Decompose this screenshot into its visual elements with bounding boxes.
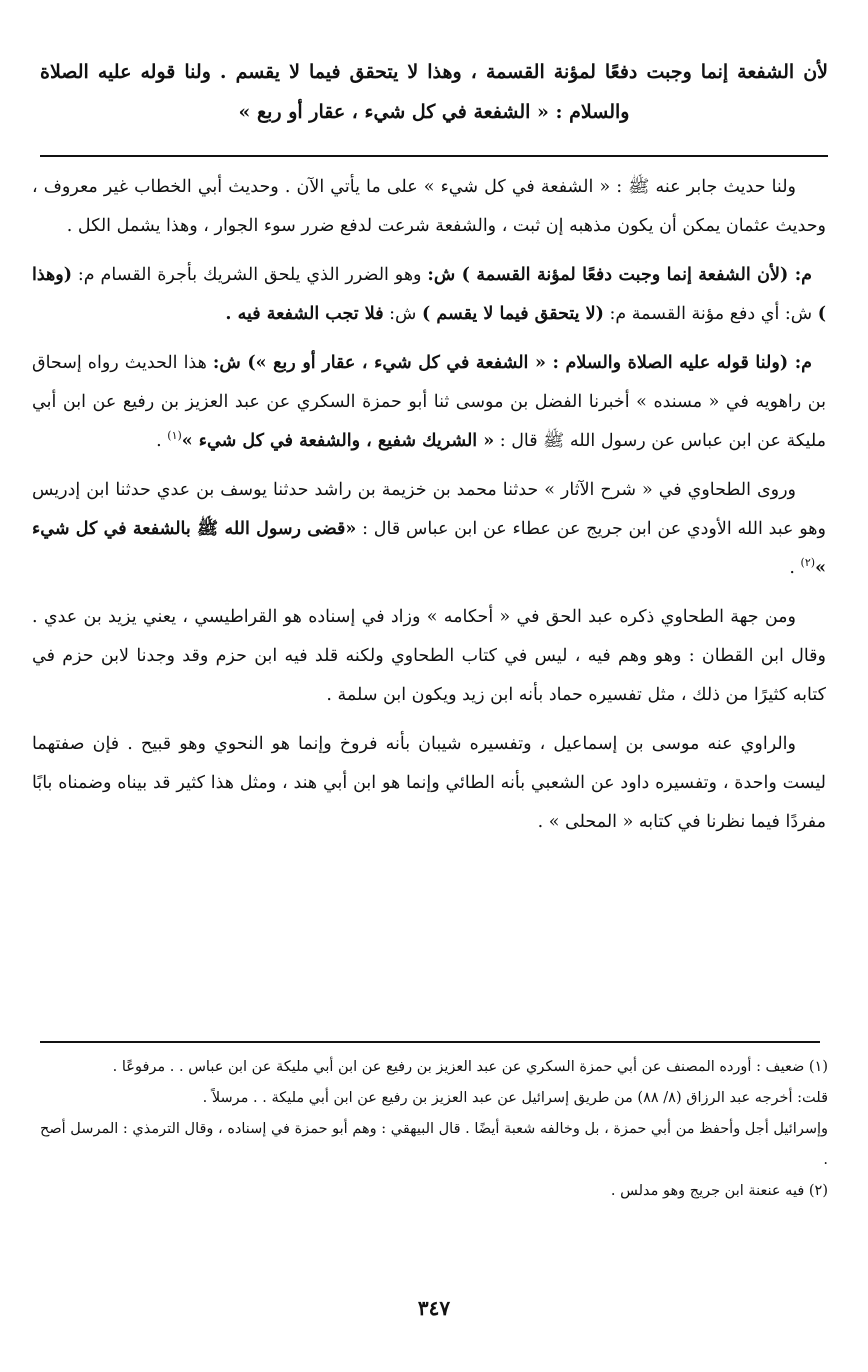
quoted-matn: (لا يتحقق فيما لا يقسم ) — [421, 304, 604, 324]
commentary-paragraph-4 — [32, 471, 826, 588]
footnotes-block — [40, 1052, 828, 1207]
hadith-quote: « الشريك شفيع ، والشفعة في كل شيء » — [181, 431, 495, 451]
commentary-emphasis: فلا تجب الشفعة فيه . — [225, 304, 384, 324]
commentary-text: . — [789, 558, 801, 578]
footnote-2: (٢) فيه عنعنة ابن جريج وهو مدلس . — [610, 1183, 828, 1199]
page-number: ٣٤٧ — [417, 1296, 451, 1320]
commentary-paragraph-1: ولنا حديث جابر عنه ﷺ : « الشفعة في كل شيء » على ما يأتي الآن . وحديث أبي الخطاب غير معروف ، وحديث عثمان يمكن أن يكون مذهبه إن ثبت ، والشفعة شرعت لدفع ضرر سوء الجوار ، وهذا يشمل الكل . — [32, 177, 826, 236]
quoted-matn-lead: م: (لأن الشفعة إنما وجبت دفعًا لمؤنة القسمة ) ش: — [427, 265, 812, 285]
commentary-paragraph-6: والراوي عنه موسى بن إسماعيل ، وتفسيره شيبان بأنه فروخ وإنما هو النحوي وهو قبيح . فإن صفتهما ليست واحدة ، وتفسيره داود عن الشعبي بأنه الطائي وإنما هو ابن أبي هند ، ومثل هذا كثير قد بيناه وضمناه بابًا مفردًا فيما نظرنا في كتابه « المحلى » . — [32, 734, 826, 832]
commentary-paragraph-5: ومن جهة الطحاوي ذكره عبد الحق في « أحكامه » وزاد في إسناده هو القراطيسي ، يعني يزيد بن عدي . وقال ابن القطان : وهو وهم فيه ، ليس في كتاب الطحاوي ولكنه قلد فيه ابن حزم وقد وجدنا لابن حزم في كتابه كثيرًا من ذلك ، مثل تفسيره حماد بأنه ابن زيد ويكون ابن سلمة . — [32, 607, 826, 705]
footnote-1-continued: قلت: أخرجه عبد الرزاق (٨/ ٨٨) من طريق إسرائيل عن عبد العزيز بن رفيع عن ابن أبي مليكة . . مرسلاً . — [202, 1090, 828, 1106]
commentary-text: وروى الطحاوي في « شرح الآثار » حدثنا محمد بن خزيمة بن راشد حدثنا يوسف بن عدي حدثنا ابن إدريس وهو عبد الله الأودي عن ابن جريج عن عطاء عن ابن عباس قال : — [32, 480, 826, 539]
commentary-text: ش: أي دفع مؤنة القسمة م: — [603, 304, 818, 324]
matn-text-block — [40, 52, 828, 132]
matn-separator-rule — [40, 155, 828, 157]
quoted-matn-lead: م: (ولنا قوله عليه الصلاة والسلام : « الشفعة في كل شيء ، عقار أو ربع ») ش: — [212, 353, 812, 373]
hadith-quote: «قضى رسول الله ﷺ بالشفعة في كل شيء » — [32, 519, 826, 578]
commentary-paragraph-3 — [32, 344, 826, 461]
commentary-text: هذا الحديث رواه إسحاق بن راهويه في « مسنده » أخبرنا الفضل بن موسى ثنا أبو حمزة السكري عن عبد العزيز بن رفيع عن ابن أبي مليكة عن ابن عباس عن رسول الله ﷺ قال : — [32, 353, 826, 451]
commentary-text: ش: — [383, 304, 422, 324]
matn-paragraph: لأن الشفعة إنما وجبت دفعًا لمؤنة القسمة ، وهذا لا يتحقق فيما لا يقسم . ولنا قوله عليه الصلاة والسلام : « الشفعة في كل شيء ، عقار أو ربع » — [40, 61, 828, 123]
commentary-paragraph-2 — [32, 256, 826, 334]
commentary-text: وهو الضرر الذي يلحق الشريك بأجرة القسام م: — [72, 265, 428, 285]
commentary-text: . — [156, 431, 168, 451]
footnote-marker-1[interactable]: (١) — [167, 429, 182, 443]
footnote-1: (١) ضعيف : أورده المصنف عن أبي حمزة السكري عن عبد العزيز بن رفيع عن ابن أبي مليكة عن ابن عباس . . مرفوعًا . — [112, 1059, 828, 1075]
quoted-matn: (وهذا ) — [32, 265, 826, 324]
footnote-marker-2[interactable]: (٢) — [800, 556, 816, 570]
footnote-1-continued: وإسرائيل أجل وأحفظ من أبي حمزة ، بل وخالفه شعبة أيضًا . قال البيهقي : وهم أبو حمزة في إسناده ، وقال الترمذي : المرسل أصح . — [40, 1121, 828, 1168]
footnote-separator-rule — [40, 1041, 820, 1043]
commentary-block — [32, 168, 826, 852]
